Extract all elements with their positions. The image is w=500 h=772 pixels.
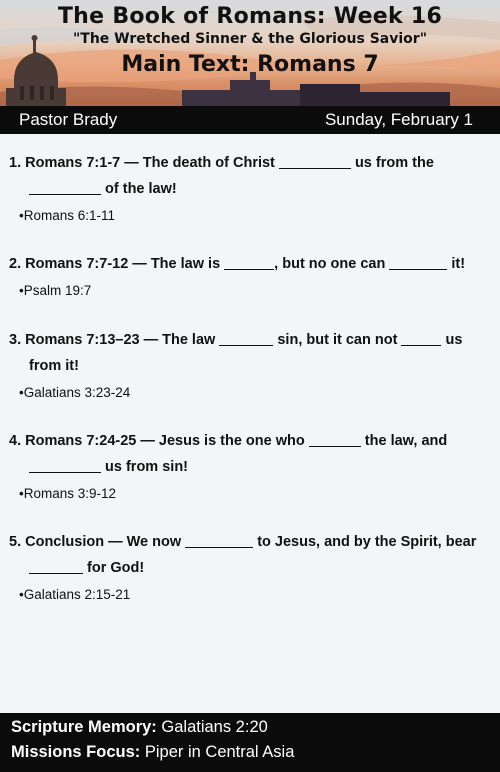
missions-focus <box>11 743 294 762</box>
point-text: sin, but it can not <box>273 332 402 348</box>
fill-in-blank <box>389 256 447 270</box>
info-bar <box>0 106 500 134</box>
point-text: to Jesus, and by the Spirit, bear <box>253 534 477 550</box>
missions-focus-label: Missions Focus: <box>11 743 141 761</box>
scripture-reference: •Romans 6:1-11 <box>19 208 116 223</box>
scripture-reference: •Galatians 2:15-21 <box>19 587 131 602</box>
sermon-date: Sunday, February 1 <box>324 110 473 129</box>
fill-in-blank <box>219 332 273 346</box>
pastor-name: Pastor Brady <box>19 110 118 129</box>
scripture-memory <box>11 718 268 737</box>
scripture-memory-label: Scripture Memory: <box>11 718 157 736</box>
sermon-point-5 <box>9 529 489 605</box>
sermon-point-3 <box>9 327 489 403</box>
sermon-point-1 <box>9 150 489 226</box>
point-text: us <box>441 332 463 348</box>
point-text: of the law! <box>101 181 177 197</box>
sermon-point-2 <box>9 251 489 301</box>
point-text: for God! <box>83 560 145 576</box>
point-text: the law, and <box>360 433 448 449</box>
fill-in-blank <box>29 459 101 473</box>
scripture-reference: •Galatians 3:23-24 <box>19 385 131 400</box>
sermon-point-4 <box>9 428 489 504</box>
fill-in-blank <box>29 560 83 574</box>
point-text: 2. Romans 7:7-12 — The law is <box>9 256 225 272</box>
fill-in-blank <box>29 181 101 195</box>
fill-in-blank <box>224 256 274 270</box>
banner-subtitle: "The Wretched Sinner & the Glorious Savior" <box>73 31 427 47</box>
fill-in-blank <box>279 155 351 169</box>
fill-in-blank <box>309 433 361 447</box>
scripture-reference: •Psalm 19:7 <box>19 283 92 298</box>
scripture-memory-value: Galatians 2:20 <box>161 718 268 736</box>
point-text: it! <box>447 256 466 272</box>
banner-title: The Book of Romans: Week 16 <box>57 4 443 29</box>
point-text: 5. Conclusion — We now <box>9 534 186 550</box>
point-text: 1. Romans 7:1-7 — The death of Christ <box>9 155 279 171</box>
point-text: us from the <box>350 155 434 171</box>
banner-main-text: Main Text: Romans 7 <box>121 52 379 77</box>
footer-bar <box>0 713 500 772</box>
point-text: from it! <box>29 358 79 374</box>
point-text: us from sin! <box>101 459 189 475</box>
fill-in-blank <box>185 534 253 548</box>
missions-focus-value: Piper in Central Asia <box>144 743 295 761</box>
fill-in-blank <box>401 332 441 346</box>
header-banner <box>0 0 500 106</box>
point-text: 3. Romans 7:13–23 — The law <box>9 332 220 348</box>
point-text: , but no one can <box>274 256 390 272</box>
scripture-reference: •Romans 3:9-12 <box>19 486 117 501</box>
point-text: 4. Romans 7:24-25 — Jesus is the one who <box>9 433 309 449</box>
